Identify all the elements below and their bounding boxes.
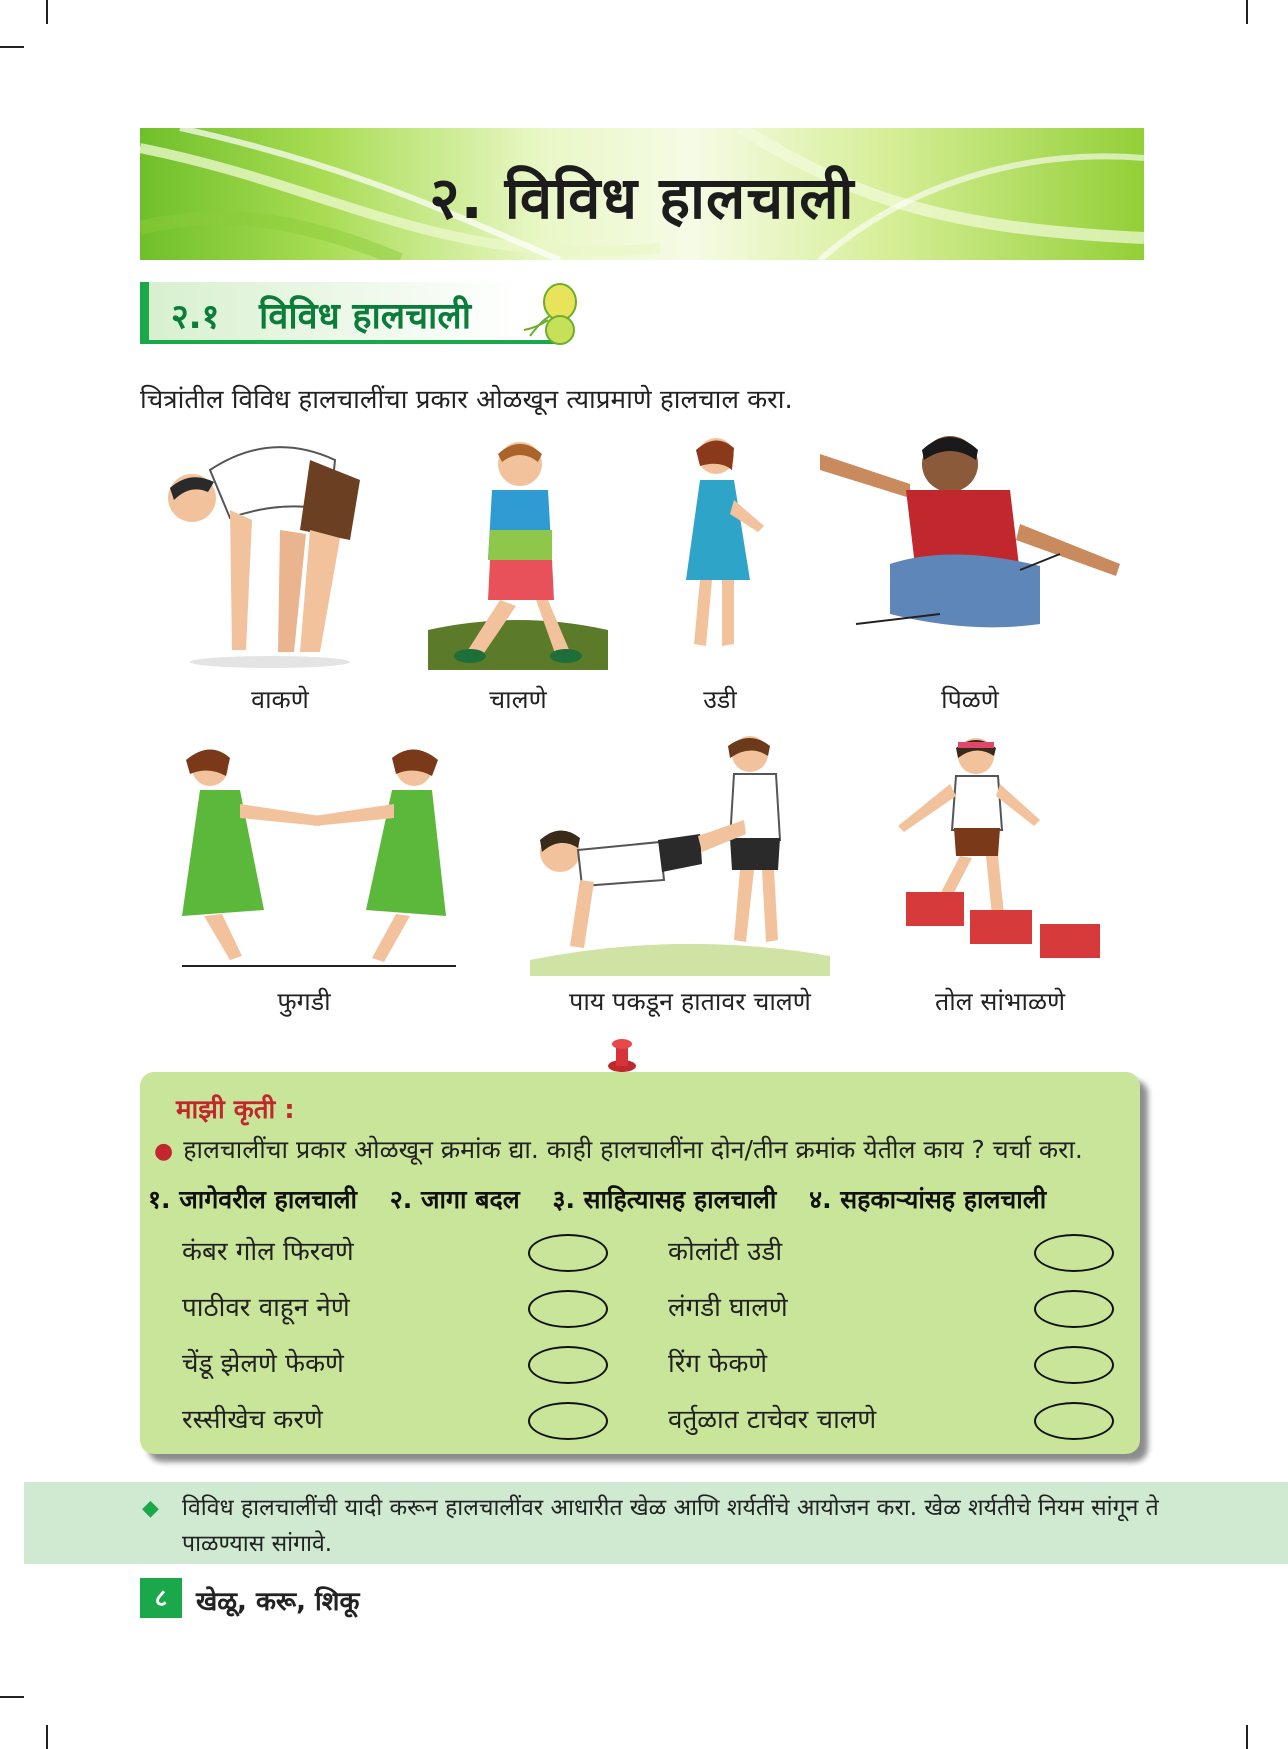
answer-oval[interactable] [1034,1402,1114,1440]
answer-oval[interactable] [1034,1346,1114,1384]
caption-fugdi: फुगडी [277,987,331,1016]
category-list [148,1182,1070,1216]
figure-twisting [820,424,1120,664]
right-item: कोलांटी उडी [668,1237,783,1267]
figure-fugdi [160,740,460,976]
caption-twisting: पिळणे [941,685,999,714]
activity-instruction [154,1132,1083,1166]
activity-instruction-text: हालचालींचा प्रकार ओळखून क्रमांक द्या. काही हालचालींना दोन/तीन क्रमांक येतील काय ? चर्चा करा. [183,1135,1083,1164]
section-heading [140,282,560,344]
section-title: विविध हालचाली [259,296,472,337]
figure-wheelbarrow [530,730,830,976]
crop-mark [0,46,24,48]
category-1: १. जागेवरील हालचाली [148,1185,358,1214]
answer-oval[interactable] [1034,1290,1114,1328]
left-item: रस्सीखेच करणे [182,1405,323,1435]
left-item: चेंडू झेलणे फेकणे [182,1349,344,1379]
teacher-note-text: विविध हालचालींची यादी करून हालचालींवर आधारीत खेळ आणि शर्यतींचे आयोजन करा. खेळ शर्यतीचे नियम सांगून ते पाळण्यास सांगावे. [182,1495,1159,1557]
figure-bending [160,430,370,670]
instruction-text: चित्रांतील विविध हालचालींचा प्रकार ओळखून त्याप्रमाणे हालचाल करा. [140,385,793,415]
left-item: पाठीवर वाहून नेणे [182,1293,350,1323]
teacher-note [24,1482,1288,1564]
crop-mark [1246,1725,1248,1749]
section-number: २.१ [171,297,220,337]
caption-wheelbarrow-walk: पाय पकडून हातावर चालणे [569,987,811,1016]
caption-balancing: तोल सांभाळणे [934,987,1066,1016]
page-number: ८ [140,1578,182,1618]
crop-mark [46,1725,48,1749]
chapter-banner [140,128,1144,260]
right-item: लंगडी घालणे [668,1293,788,1323]
activity-box [140,1072,1140,1454]
diamond-bullet-icon: ◆ [142,1496,159,1521]
answer-oval[interactable] [528,1402,608,1440]
category-2: २. जागा बदल [389,1185,520,1214]
answer-oval[interactable] [1034,1234,1114,1272]
caption-jumping: उडी [703,685,737,714]
chapter-title: २. विविध हालचाली [429,164,855,232]
caption-bending: वाकणे [251,685,309,714]
left-item: कंबर गोल फिरवणे [182,1237,354,1267]
category-3: ३. साहित्यासह हालचाली [552,1185,777,1214]
figure-balancing [890,730,1120,966]
category-4: ४. सहकाऱ्यांसह हालचाली [809,1185,1047,1214]
crop-mark [0,1696,24,1698]
answer-oval[interactable] [528,1234,608,1272]
crop-mark [46,0,48,24]
caption-walking: चालणे [489,685,547,714]
activity-title: माझी कृती : [176,1095,295,1125]
book-title: खेळू, करू, शिकू [196,1587,360,1617]
answer-oval[interactable] [528,1346,608,1384]
figure-jumping [660,430,780,670]
figure-walking [428,430,608,670]
right-item: रिंग फेकणे [668,1349,768,1379]
crop-mark [1246,0,1248,24]
right-item: वर्तुळात टाचेवर चालणे [668,1405,877,1435]
butterfly-icon [520,280,584,352]
answer-oval[interactable] [528,1290,608,1328]
bullet-icon: ● [154,1139,174,1164]
